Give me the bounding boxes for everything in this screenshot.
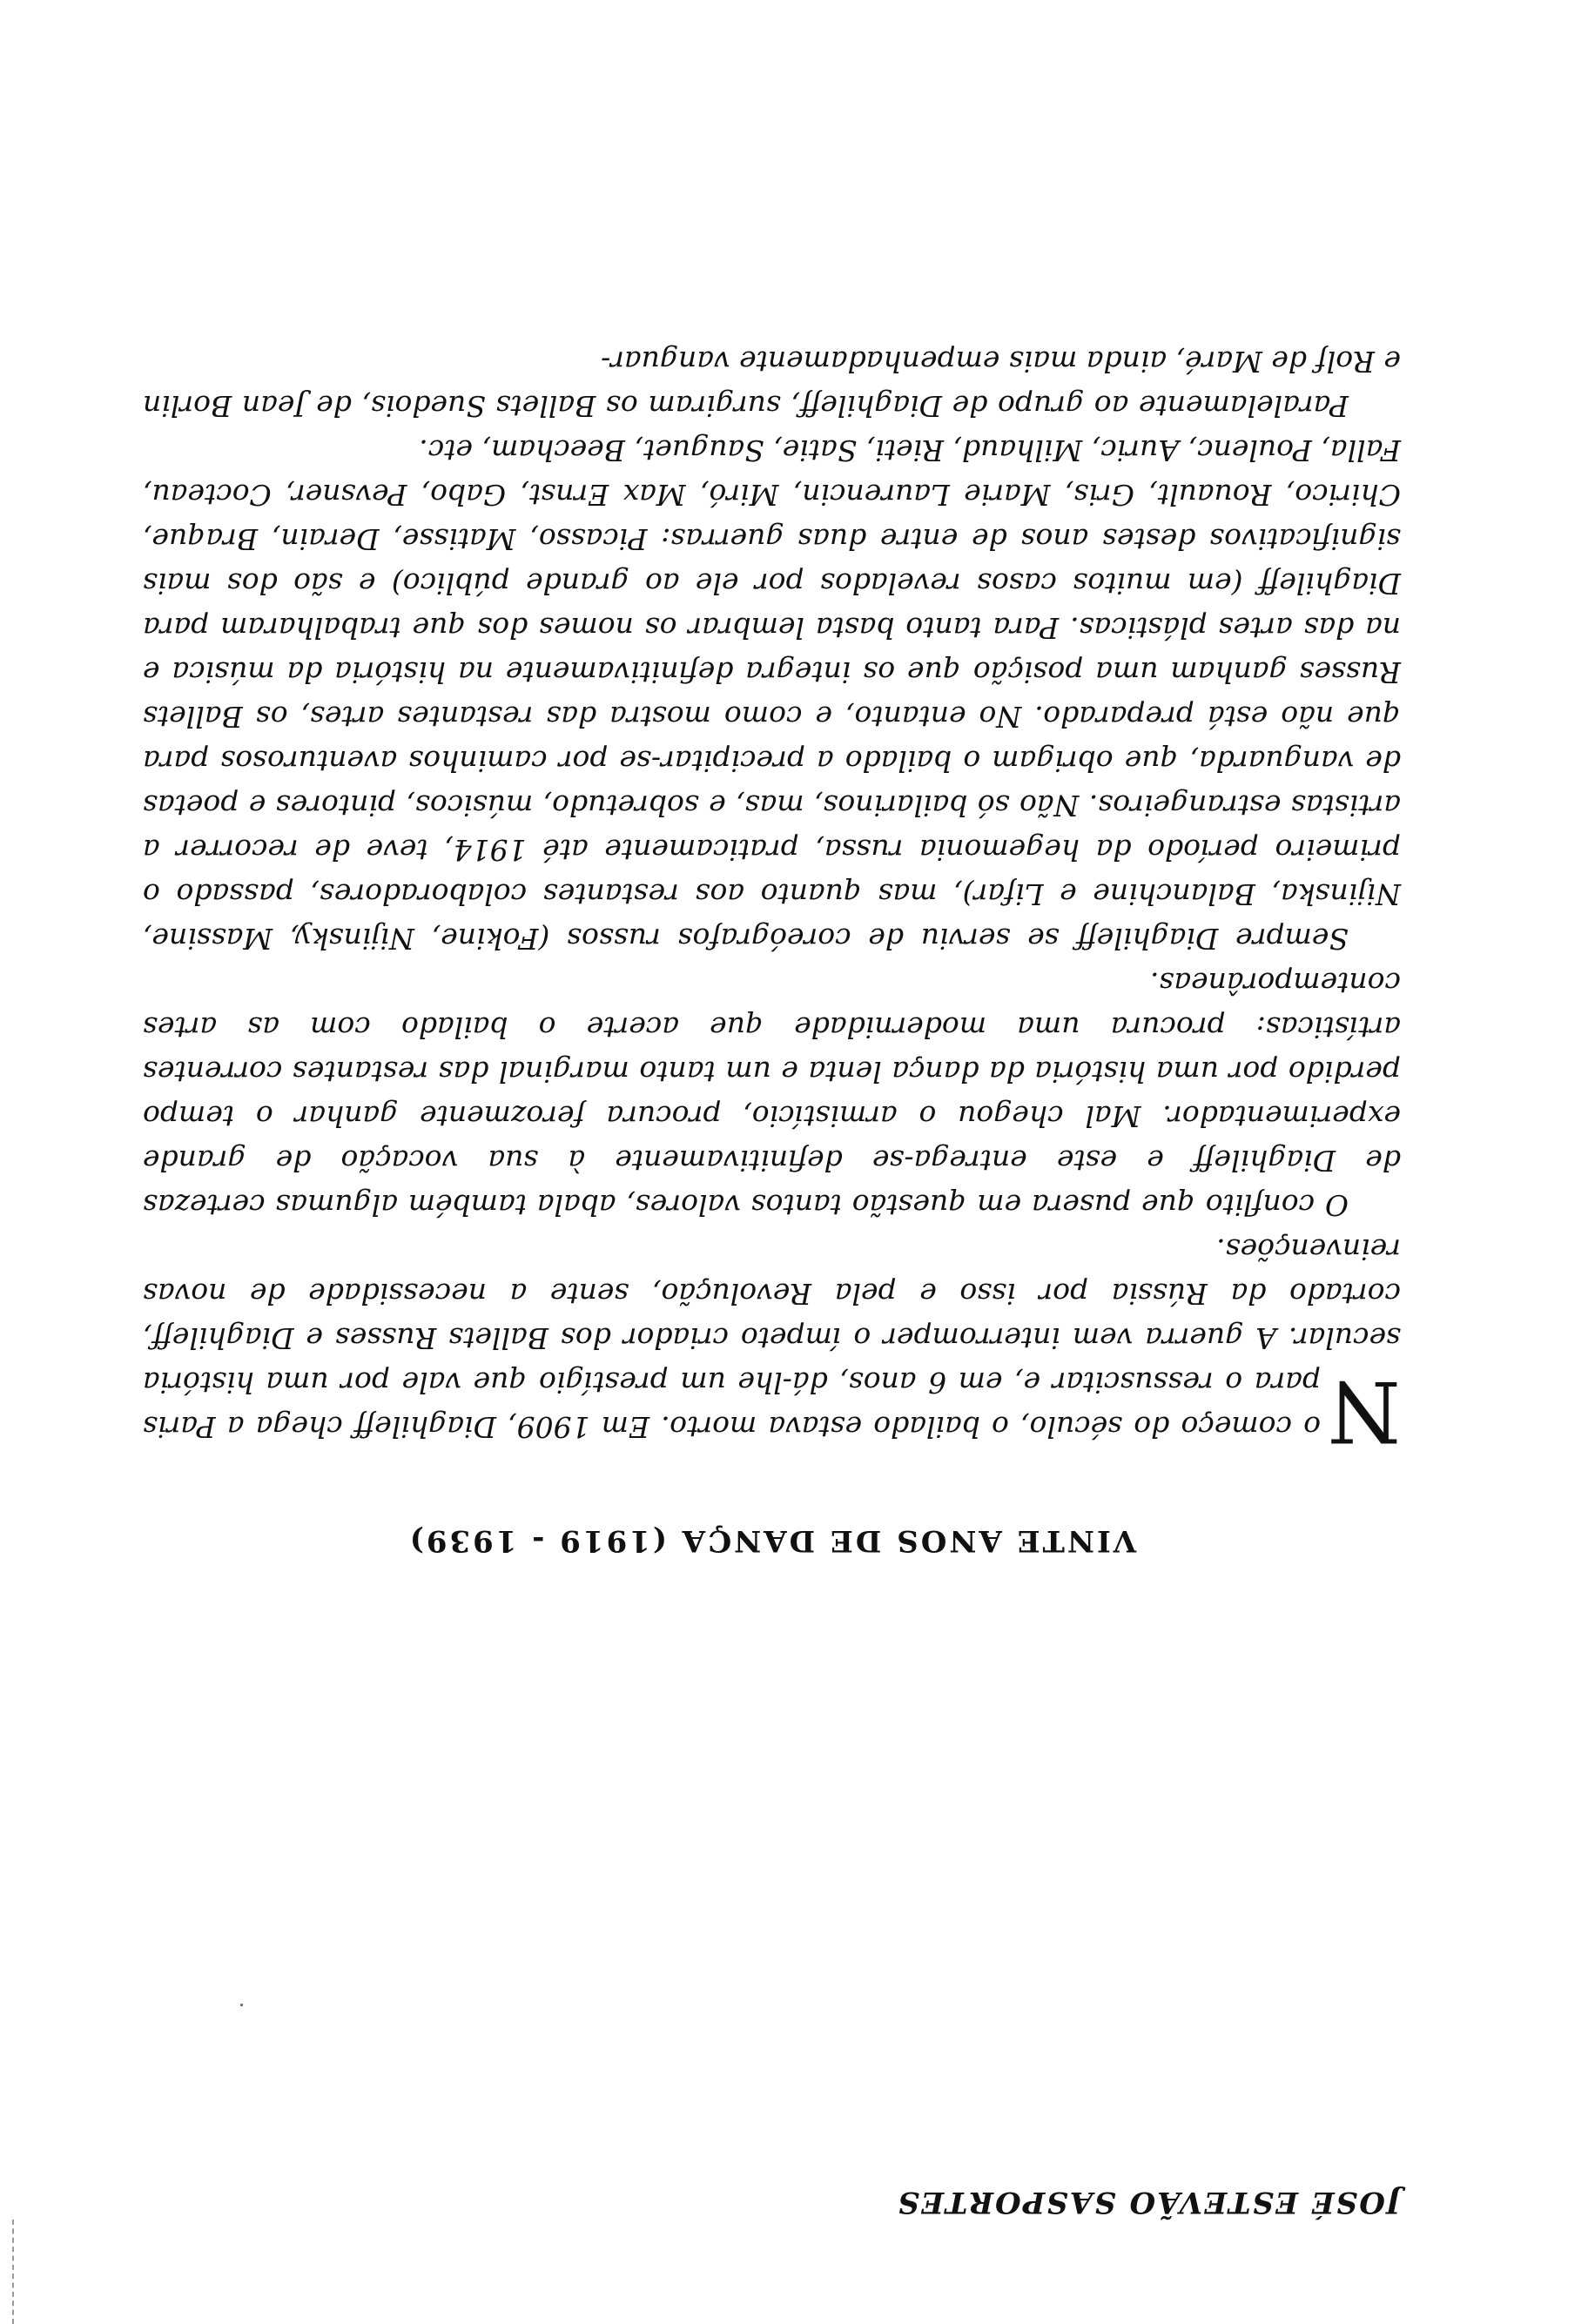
paragraph-4: Paralelamente ao grupo de Diaghileff, surgiram os Ballets Suedois, de Jean Borlin e Rolf de Maré, ainda mais empenhadamente vanguar- bbox=[143, 345, 1401, 423]
page-edge-mark bbox=[7, 2220, 14, 2324]
author-header: JOSÉ ESTEVÃO SASPORTES bbox=[896, 2185, 1401, 2220]
article-title: VINTE ANOS DE DANÇA (1919 - 1939) bbox=[407, 1523, 1137, 1558]
paragraph-2: O conflito que pusera em questão tantos valores, abala também algumas certezas de Diaghileff e este entrega-se definitivamente à sua vocação de grande experimentador. Mal chegou o armistício, procura ferozmente ganhar o tempo perdido por uma história da dança lenta e um tanto marginal das restantes correntes artísticas: procura uma modernidade que acerte o bailado com as artes contemporâneas. bbox=[143, 966, 1401, 1222]
article-body bbox=[143, 339, 1401, 1460]
drop-cap: N bbox=[1328, 1362, 1401, 1460]
paragraph-3: Sempre Diaghileff se serviu de coreógrafos russos (Fokine, Nijinsky, Massine, Nijinska, Balanchine e Lifar), mas quanto aos restantes colaboradores, passado o primeiro período da hegemonia russa, praticamente até 1914, teve de recorrer a artistas estrangeiros. Não só bailarinos, mas, e sobretudo, músicos, pintores e poetas de vanguarda, que obrigam o bailado a precipitar-se por caminhos aventurosos para que não está preparado. No entanto, e como mostra das restantes artes, os Ballets Russes ganham uma posição que os integra definitivamente na história da música e na das artes plásticas. Para tanto basta lembrar os nomes dos que trabalharam para Diaghileff (em muitos casos revelados por ele ao grande público) e são dos mais significativos destes anos de entre duas guerras: Picasso, Matisse, Derain, Braque, Chirico, Rouault, Gris, Marie Laurencin, Miró, Max Ernst, Gabo, Pevsner, Cocteau, Falla, Poulenc, Auric, Milhaud, Rieti, Satie, Sauguet, Beecham, etc. bbox=[143, 433, 1401, 956]
paragraph-1-text: o começo do século, o bailado estava morto. Em 1909, Diaghileff chega a Paris para o ressuscitar e, em 6 anos, dá-lhe um prestígio que vale por uma história secular. A guerra vem interromper o ímpeto criador dos Ballets Russes e Diaghileff, cortado da Rússia por isso e pela Revolução, sente a necessidade de novas reinvenções. bbox=[143, 1233, 1401, 1444]
speck-mark bbox=[240, 2004, 243, 2006]
paragraph-1 bbox=[143, 1227, 1401, 1460]
page-content bbox=[143, 339, 1401, 2220]
